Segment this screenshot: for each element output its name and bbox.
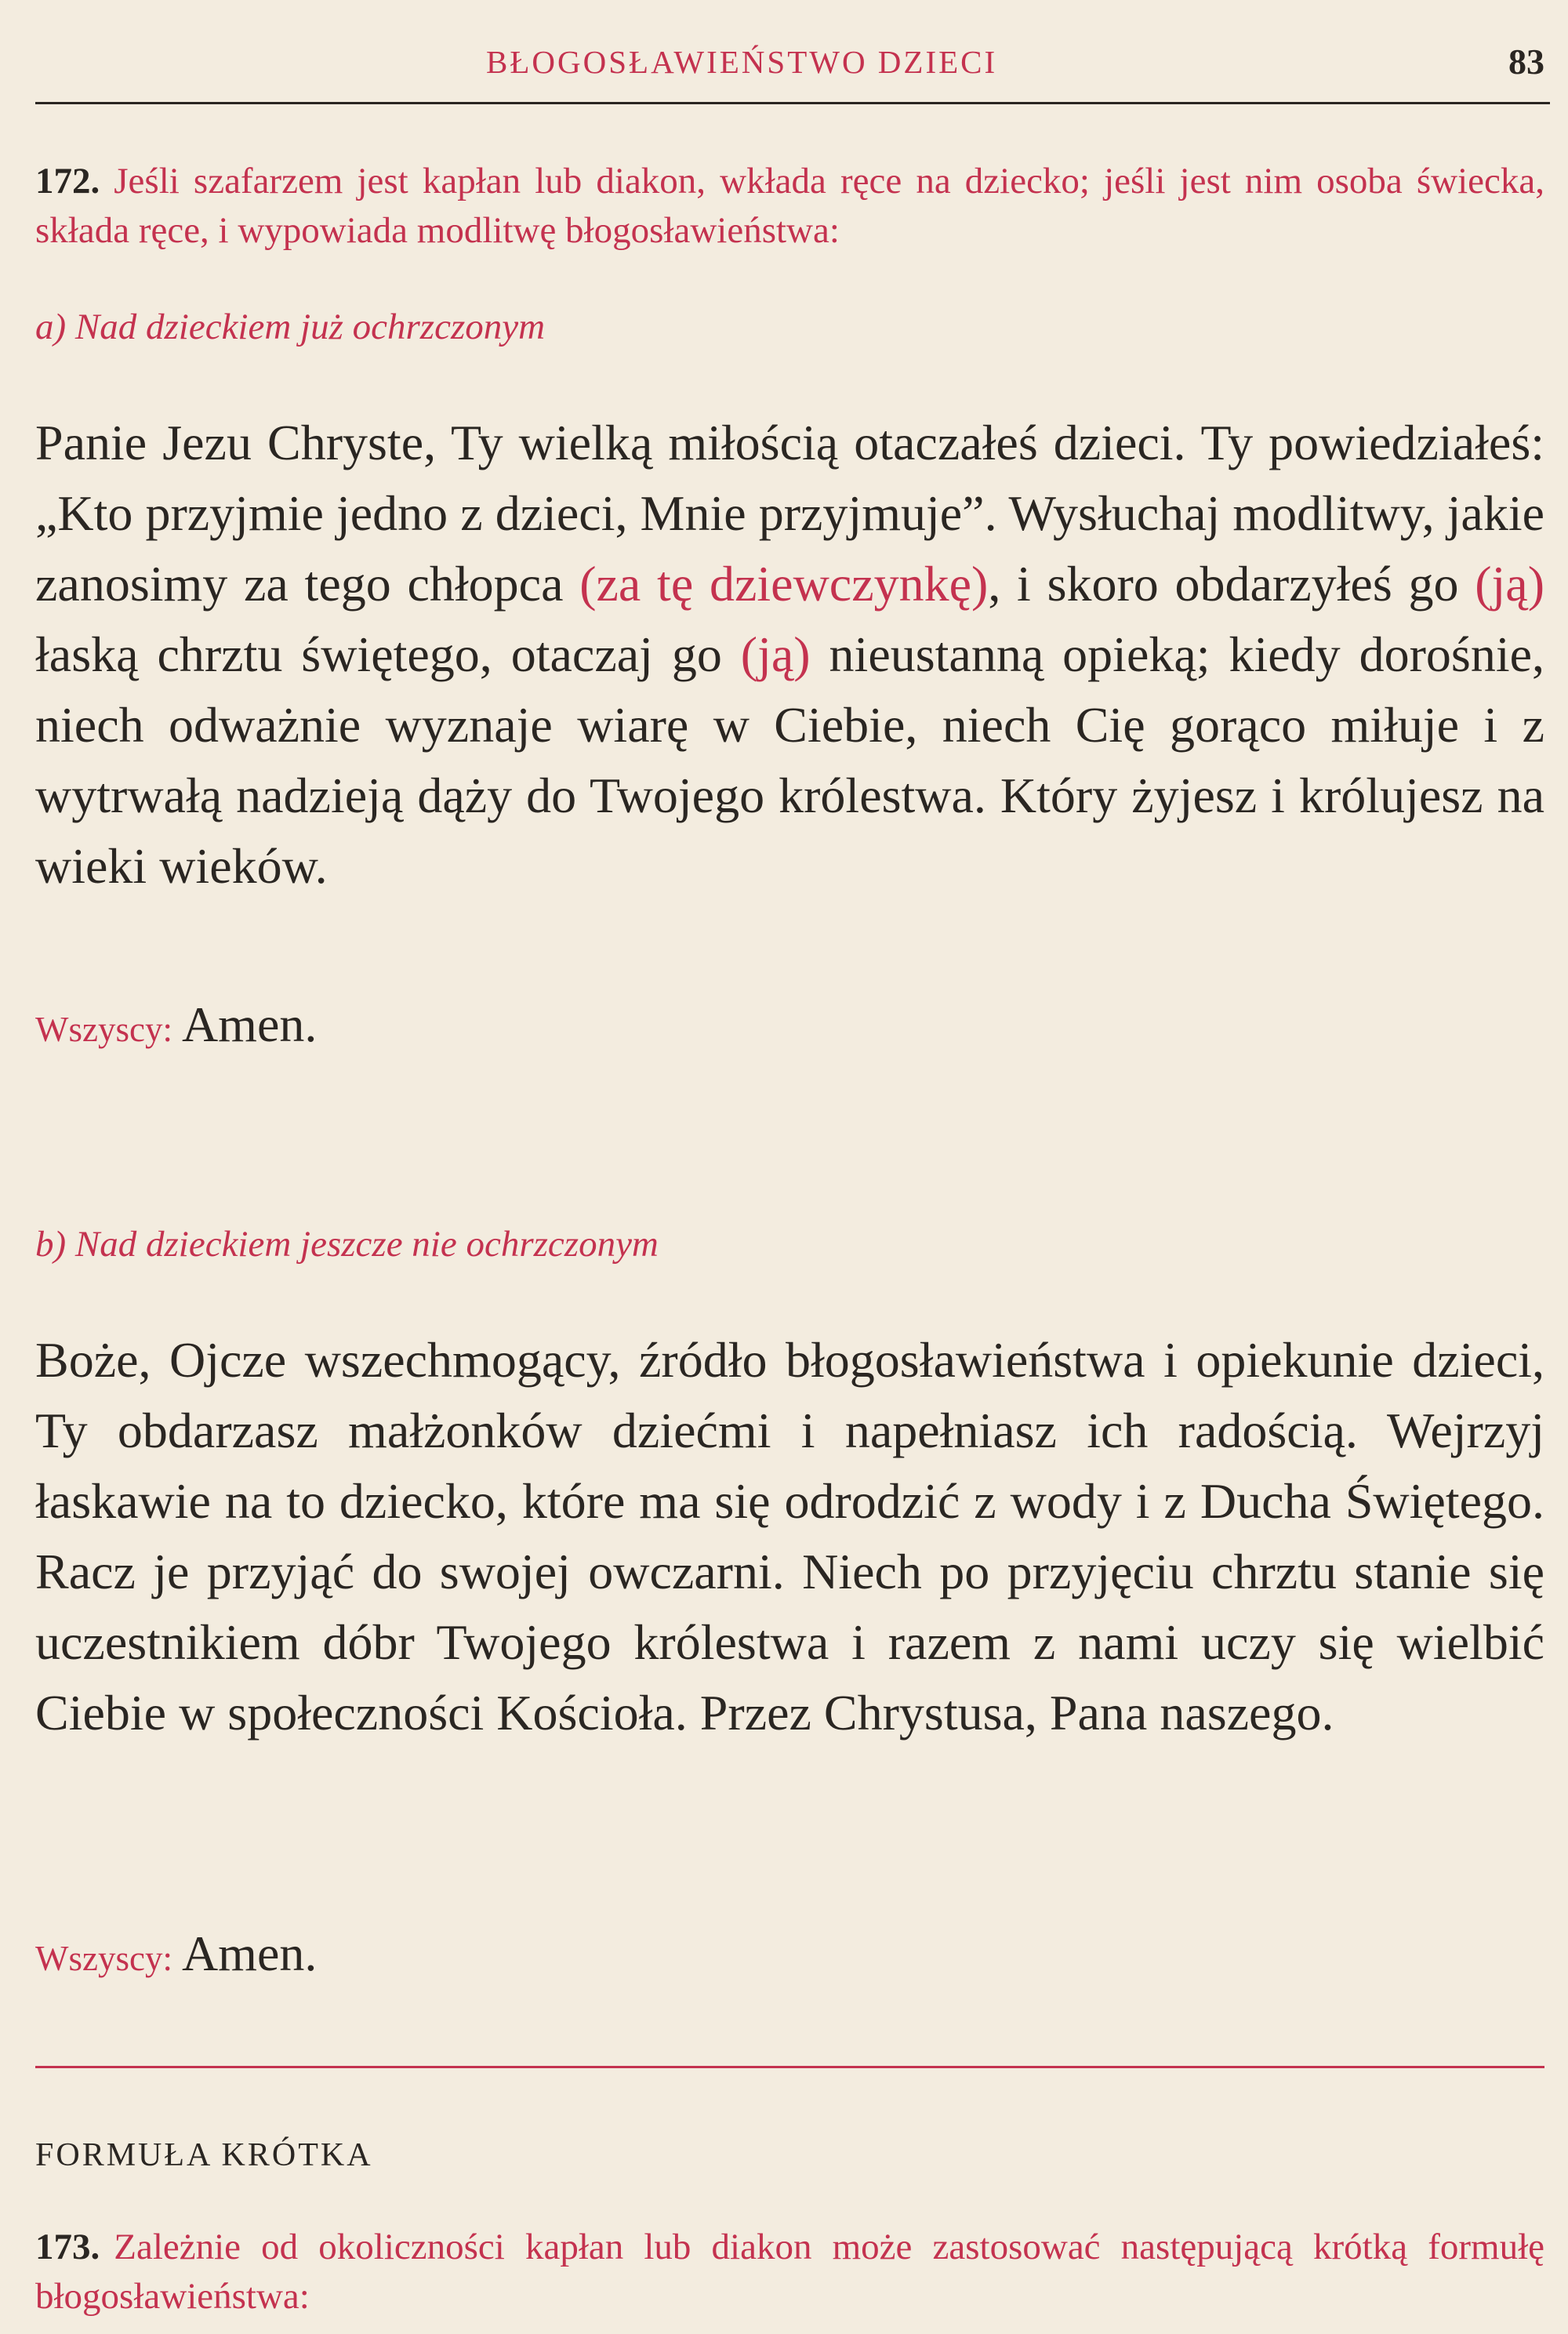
response-amen [35,996,1544,1054]
response-amen [35,1925,1544,1983]
section-title: FORMUŁA KRÓTKA [35,2137,373,2173]
alternative-feminine: (za tę dziewczynkę) [579,556,989,612]
paragraph-173 [35,2223,1544,2321]
alternative-feminine: (ją) [1475,556,1545,612]
paragraph-number: 173. [35,2227,100,2267]
prayer-baptized [35,408,1544,902]
prayer-text: , i skoro obdarzyłeś go [988,556,1475,612]
paragraph-number: 172. [35,161,100,201]
alternative-feminine: (ją) [740,626,811,682]
header-rule [35,102,1550,104]
paragraph-172 [35,157,1544,256]
response-label: Wszyscy: [35,1939,172,1978]
response-text: Amen. [181,996,318,1052]
response-label: Wszyscy: [35,1010,172,1049]
prayer-text: nieustanną opieką; kiedy dorośnie, niech odważnie wyznaje wiarę w Ciebie, niech Cię gorąco miłuje i z wytrwałą nadzieją dąży do Twojego królestwa. Który żyjesz i królujesz na wieki wieków. [35,626,1544,894]
response-text: Amen. [181,1926,318,1981]
prayer-text: Panie Jezu Chryste, Ty wielką miłością otaczałeś dzieci. Ty powiedziałeś: „Kto przyjmie jedno z dzieci, Mnie przyjmuje”. Wysłuchaj modlitwy, jakie zanosimy za tego chłopca [35,415,1544,612]
prayer-unbaptized: Boże, Ojcze wszechmogący, źródło błogosławieństwa i opiekunie dzieci, Ty obdarzasz małżonków dziećmi i napełniasz ich radością. Wejrzyj łaskawie na to dziecko, które ma się odrodzić z wody i z Ducha Świętego. Racz je przyjąć do swojej owczarni. Niech po przyjęciu chrztu stanie się uczestnikiem dóbr Twojego królestwa i razem z nami uczy się wielbić Ciebie w społeczności Kościoła. Przez Chrystusa, Pana naszego. [35,1332,1544,1741]
prayer-text: łaską chrztu świętego, otaczaj go [35,626,741,682]
rubric-text: Jeśli szafarzem jest kapłan lub diakon, wkłada ręce na dziecko; jeśli jest nim osoba świecka, składa ręce, i wypowiada modlitwę błogosławieństwa: [35,161,1544,251]
section-b-heading: b) Nad dzieckiem jeszcze nie ochrzczonym [35,1224,659,1265]
running-head: BŁOGOSŁAWIEŃSTWO DZIECI [486,44,998,80]
section-divider [35,2066,1544,2068]
rubric-text: Zależnie od okoliczności kapłan lub diakon może zastosować następującą krótką formułę błogosławieństwa: [35,2227,1544,2317]
section-a-heading: a) Nad dzieckiem już ochrzczonym [35,307,546,347]
page-number: 83 [1508,42,1544,82]
